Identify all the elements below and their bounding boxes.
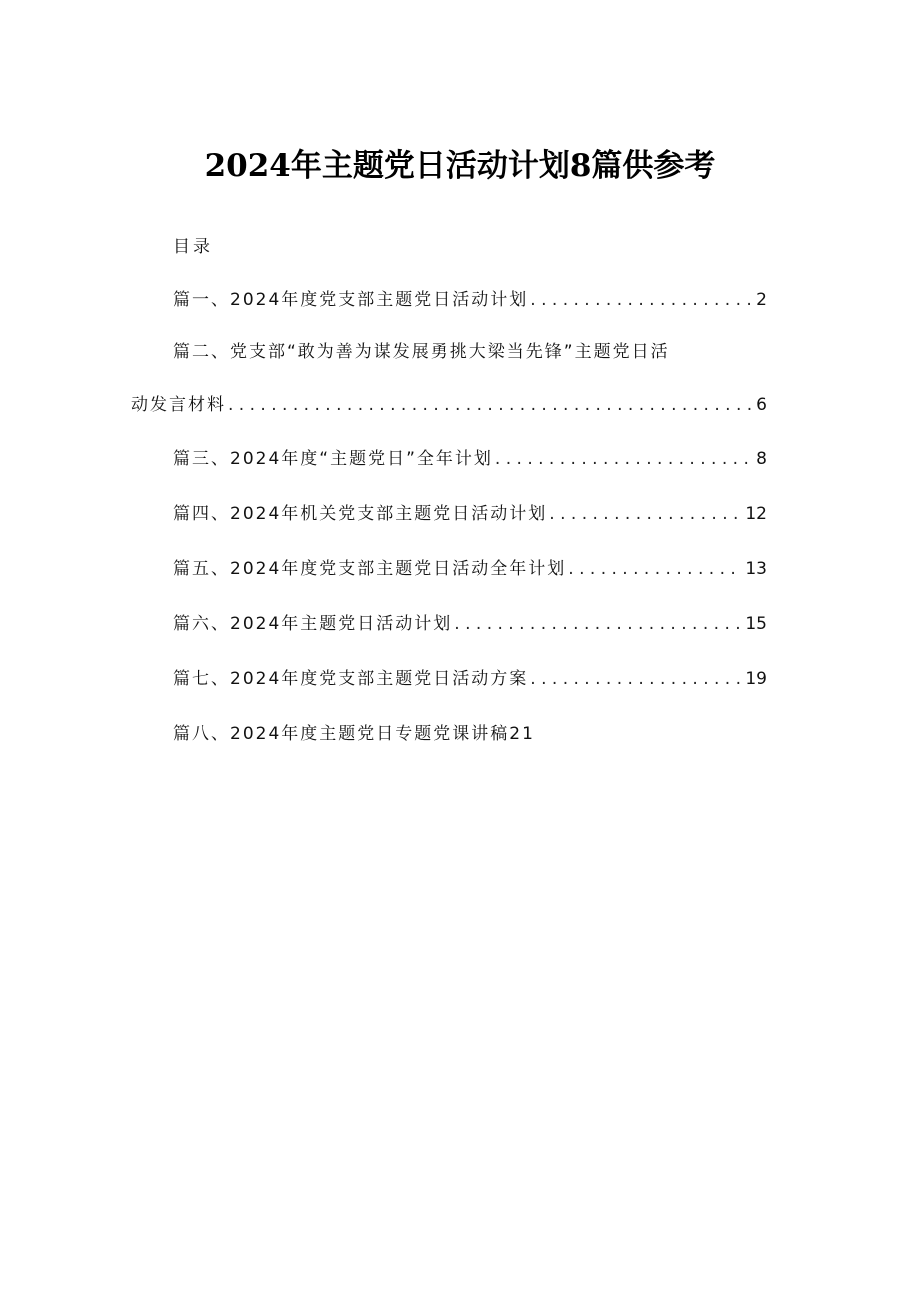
toc-heading: 目录 bbox=[173, 237, 213, 257]
toc-entry-page: 12 bbox=[745, 504, 767, 524]
toc-entry-title-continued: 动发言材料 bbox=[131, 395, 226, 415]
toc-entry[interactable] bbox=[173, 664, 767, 689]
toc-entry-title[interactable]: 篇八、2024年度主题党日专题党课讲稿21 bbox=[173, 724, 535, 744]
toc-entry-title: 篇七、2024年度党支部主题党日活动方案 bbox=[173, 669, 529, 689]
toc-entry-title[interactable]: 篇二、党支部“敢为善为谋发展勇挑大梁当先锋”主题党日活 bbox=[173, 342, 670, 362]
toc-entry[interactable] bbox=[173, 499, 767, 524]
toc-entry-page: 2 bbox=[756, 290, 767, 310]
toc-entry-page: 19 bbox=[745, 669, 767, 689]
toc-entry[interactable] bbox=[131, 390, 767, 415]
toc-entry[interactable] bbox=[173, 609, 767, 634]
toc-leader-dots bbox=[228, 395, 754, 415]
toc-entry-page: 6 bbox=[756, 395, 767, 415]
toc-leader-dots bbox=[568, 559, 743, 579]
toc-leader-dots bbox=[530, 290, 754, 310]
document-title: 2024年主题党日活动计划8篇供参考 bbox=[204, 148, 716, 184]
toc-entry-title: 篇一、2024年度党支部主题党日活动计划 bbox=[173, 290, 529, 310]
toc-entry-title: 篇五、2024年度党支部主题党日活动全年计划 bbox=[173, 559, 567, 579]
toc-leader-dots bbox=[454, 614, 743, 634]
toc-leader-dots bbox=[495, 449, 754, 469]
toc-entry-title: 篇四、2024年机关党支部主题党日活动计划 bbox=[173, 504, 548, 524]
toc-entry-title: 篇六、2024年主题党日活动计划 bbox=[173, 614, 453, 634]
toc-entry-page: 8 bbox=[756, 449, 767, 469]
toc-leader-dots bbox=[549, 504, 743, 524]
toc-entry[interactable] bbox=[173, 554, 767, 579]
toc-entry[interactable] bbox=[173, 444, 767, 469]
toc-entry-page: 15 bbox=[745, 614, 767, 634]
toc-entry-title: 篇三、2024年度“主题党日”全年计划 bbox=[173, 449, 493, 469]
toc-entry-page: 13 bbox=[745, 559, 767, 579]
toc-leader-dots bbox=[530, 669, 743, 689]
toc-entry[interactable] bbox=[173, 285, 767, 310]
